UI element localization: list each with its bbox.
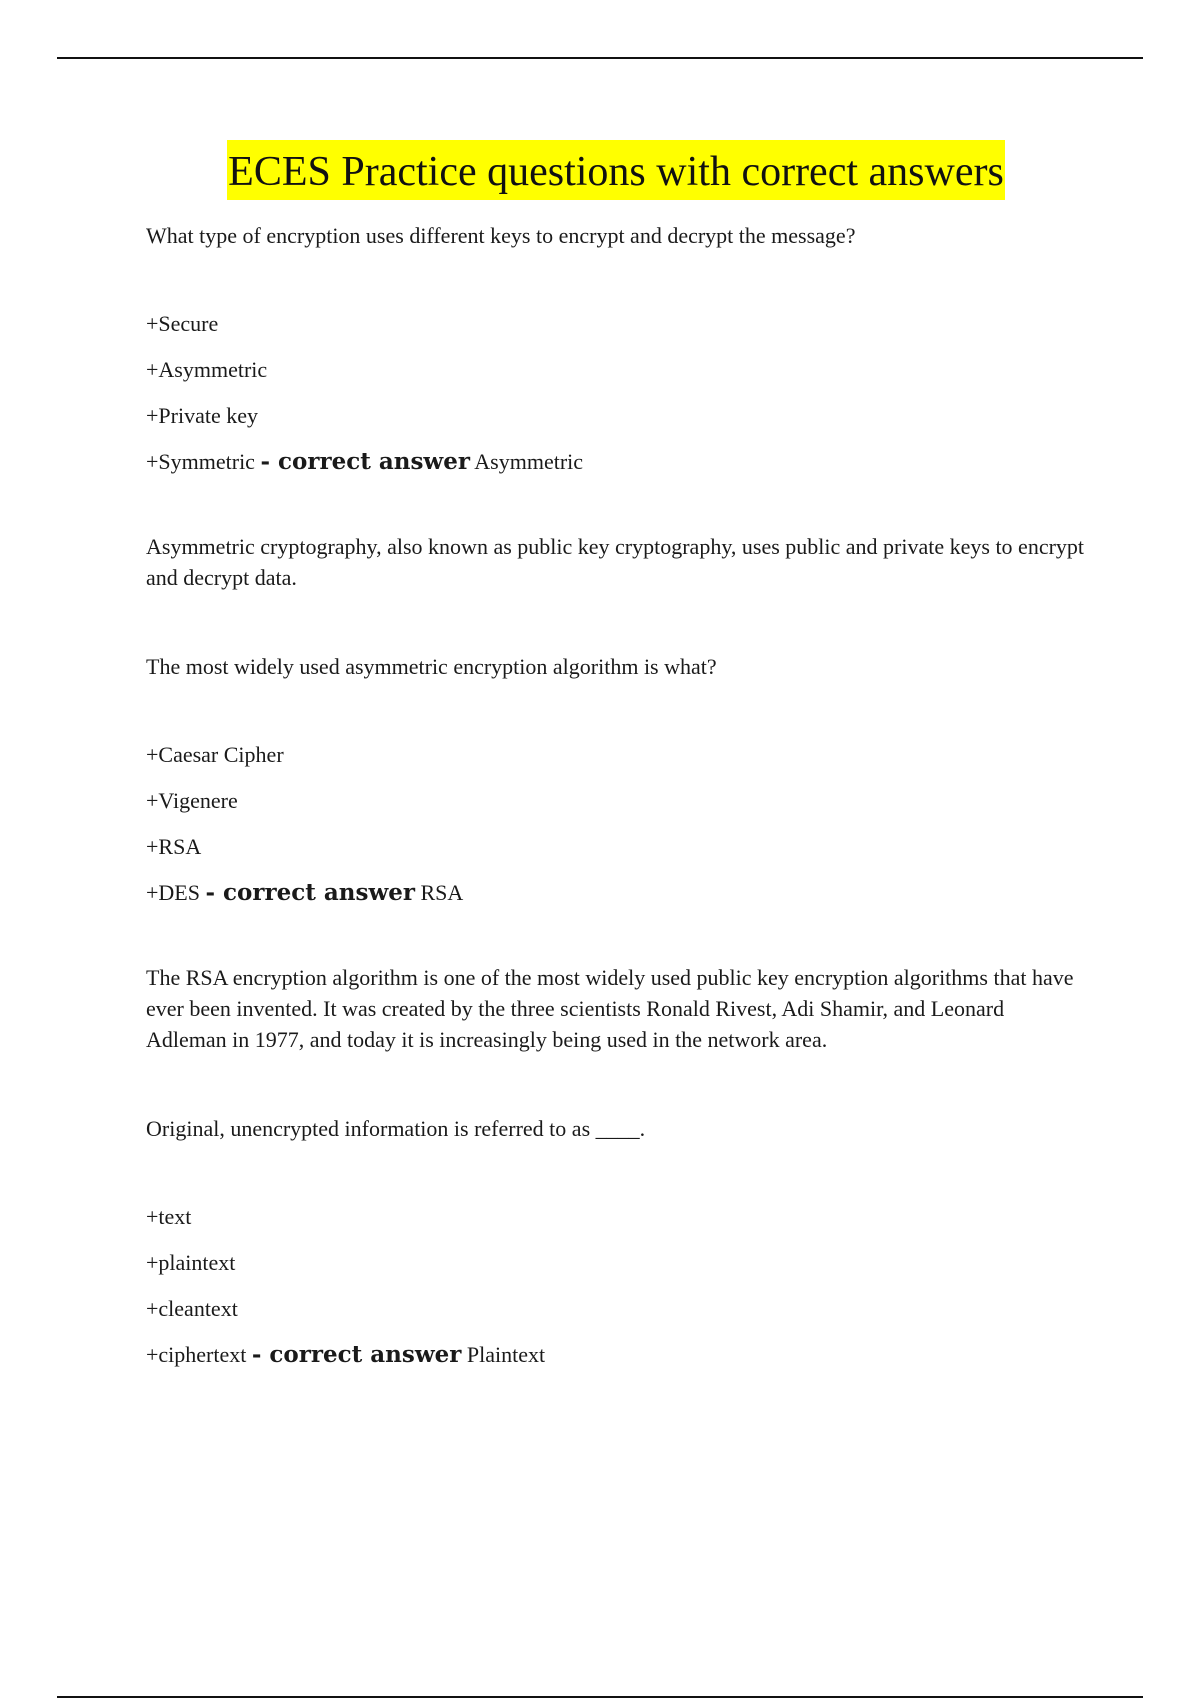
answer-value: Asymmetric [474, 449, 584, 474]
question-block-1 [146, 220, 1086, 593]
option-label: +DES [146, 880, 200, 905]
option-item: +Vigenere [146, 788, 238, 813]
explanation-text: The RSA encryption algorithm is one of the most widely used public key encryption algorithms that have ever been invented. It was created by the three scientists Ronald Rivest, Adi Shamir, and Leonard Adleman in 1977, and today it is increasingly being used in the network area. [146, 965, 1074, 1052]
title-wrap [146, 140, 1086, 200]
correct-answer-marker: - correct answer [260, 448, 470, 475]
option-list [146, 309, 1086, 477]
document-body [146, 140, 1086, 1424]
correct-answer-marker: - correct answer [205, 879, 415, 906]
bottom-rule [57, 1696, 1143, 1698]
document-title: ECES Practice questions with correct answers [227, 140, 1005, 200]
top-rule [57, 57, 1143, 59]
answer-value: Plaintext [466, 1342, 546, 1367]
option-item-with-answer [146, 878, 1086, 908]
option-list [146, 740, 1086, 908]
option-label: +Symmetric [146, 449, 255, 474]
option-item: +cleantext [146, 1296, 238, 1321]
option-item: +Caesar Cipher [146, 742, 284, 767]
option-item-with-answer [146, 447, 1086, 477]
option-item: +plaintext [146, 1250, 236, 1275]
question-block-3 [146, 1113, 1086, 1370]
option-label: +ciphertext [146, 1342, 247, 1367]
option-item: +Asymmetric [146, 357, 268, 382]
option-item: +Secure [146, 311, 219, 336]
question-text: Original, unencrypted information is referred to as ____. [146, 1116, 646, 1141]
option-item: +RSA [146, 834, 202, 859]
option-item: +Private key [146, 403, 258, 428]
explanation-text: Asymmetric cryptography, also known as public key cryptography, uses public and private keys to encrypt and decrypt data. [146, 534, 1085, 590]
question-text: The most widely used asymmetric encryption algorithm is what? [146, 654, 717, 679]
option-list [146, 1202, 1086, 1370]
option-item-with-answer [146, 1340, 1086, 1370]
option-item: +text [146, 1204, 192, 1229]
question-block-2 [146, 651, 1086, 1055]
answer-value: RSA [420, 880, 464, 905]
correct-answer-marker: - correct answer [251, 1341, 462, 1368]
question-text: What type of encryption uses different keys to encrypt and decrypt the message? [146, 223, 856, 248]
